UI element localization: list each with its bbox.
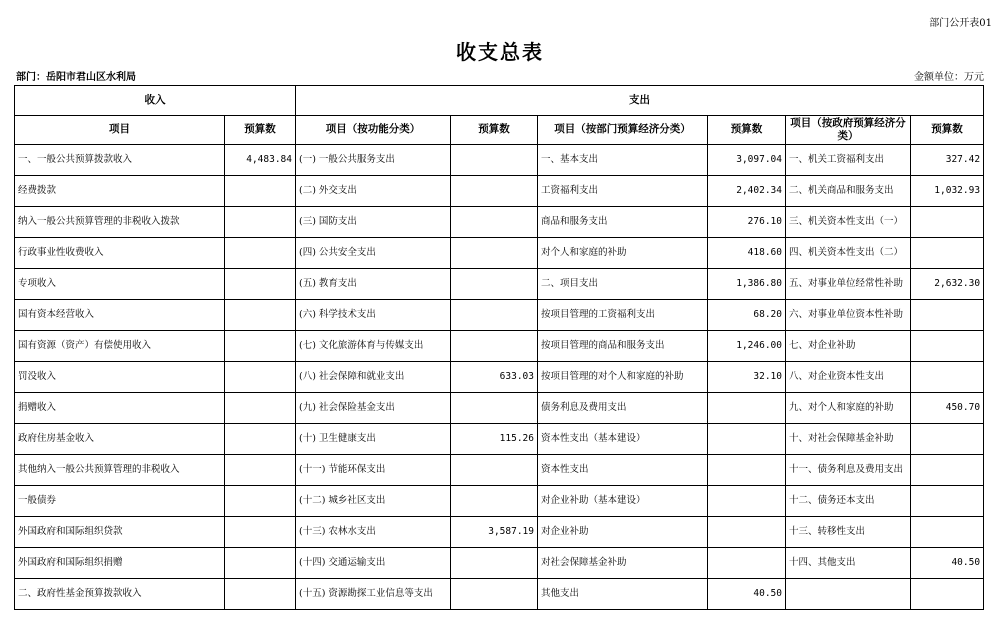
department-label: 部门：岳阳市君山区水利局 bbox=[16, 72, 136, 83]
cell-gov-economic-budget bbox=[911, 455, 984, 486]
cell-income-budget bbox=[225, 300, 296, 331]
cell-gov-economic-item bbox=[786, 579, 911, 610]
cell-gov-economic-budget bbox=[911, 579, 984, 610]
table-row bbox=[15, 331, 984, 362]
cell-function-budget bbox=[451, 393, 538, 424]
table-row bbox=[15, 207, 984, 238]
cell-dept-economic-budget: 68.20 bbox=[708, 300, 786, 331]
cell-function-item: (十二) 城乡社区支出 bbox=[296, 486, 451, 517]
cell-dept-economic-item: 按项目管理的工资福利支出 bbox=[538, 300, 708, 331]
cell-function-budget: 115.26 bbox=[451, 424, 538, 455]
cell-function-budget bbox=[451, 548, 538, 579]
column-header-row bbox=[15, 116, 984, 145]
section-expense: 支出 bbox=[296, 86, 984, 116]
col-header-dept-economic-item: 项目（按部门预算经济分类） bbox=[538, 116, 708, 145]
cell-income-budget bbox=[225, 238, 296, 269]
cell-gov-economic-item: 十四、其他支出 bbox=[786, 548, 911, 579]
cell-function-item: (六) 科学技术支出 bbox=[296, 300, 451, 331]
cell-dept-economic-budget: 276.10 bbox=[708, 207, 786, 238]
cell-function-budget bbox=[451, 331, 538, 362]
cell-gov-economic-budget: 40.50 bbox=[911, 548, 984, 579]
cell-dept-economic-item: 工资福利支出 bbox=[538, 176, 708, 207]
cell-income-item: 二、政府性基金预算拨款收入 bbox=[15, 579, 225, 610]
cell-dept-economic-item: 对企业补助（基本建设） bbox=[538, 486, 708, 517]
cell-dept-economic-item: 资本性支出 bbox=[538, 455, 708, 486]
cell-gov-economic-budget bbox=[911, 331, 984, 362]
cell-gov-economic-item: 十二、债务还本支出 bbox=[786, 486, 911, 517]
col-header-gov-economic-item: 项目（按政府预算经济分类） bbox=[786, 116, 911, 145]
cell-function-budget bbox=[451, 269, 538, 300]
cell-income-budget bbox=[225, 176, 296, 207]
table-row bbox=[15, 455, 984, 486]
cell-dept-economic-budget: 418.60 bbox=[708, 238, 786, 269]
cell-gov-economic-item: 四、机关资本性支出（二） bbox=[786, 238, 911, 269]
cell-gov-economic-item: 八、对企业资本性支出 bbox=[786, 362, 911, 393]
col-header-income-item: 项目 bbox=[15, 116, 225, 145]
cell-gov-economic-budget bbox=[911, 207, 984, 238]
cell-income-item: 国有资本经营收入 bbox=[15, 300, 225, 331]
table-row bbox=[15, 486, 984, 517]
cell-function-item: (八) 社会保障和就业支出 bbox=[296, 362, 451, 393]
cell-gov-economic-item: 二、机关商品和服务支出 bbox=[786, 176, 911, 207]
cell-gov-economic-item: 十、对社会保障基金补助 bbox=[786, 424, 911, 455]
cell-dept-economic-item: 对企业补助 bbox=[538, 517, 708, 548]
cell-income-item: 政府住房基金收入 bbox=[15, 424, 225, 455]
cell-dept-economic-item: 资本性支出（基本建设） bbox=[538, 424, 708, 455]
cell-income-item: 行政事业性收费收入 bbox=[15, 238, 225, 269]
cell-income-item: 国有资源（资产）有偿使用收入 bbox=[15, 331, 225, 362]
cell-income-item: 其他纳入一般公共预算管理的非税收入 bbox=[15, 455, 225, 486]
cell-function-budget bbox=[451, 300, 538, 331]
col-header-gov-economic-budget: 预算数 bbox=[911, 116, 984, 145]
cell-income-budget bbox=[225, 455, 296, 486]
cell-income-budget bbox=[225, 331, 296, 362]
cell-function-item: (十三) 农林水支出 bbox=[296, 517, 451, 548]
cell-income-budget bbox=[225, 424, 296, 455]
cell-gov-economic-budget: 2,632.30 bbox=[911, 269, 984, 300]
table-row bbox=[15, 269, 984, 300]
table-row bbox=[15, 393, 984, 424]
cell-gov-economic-item: 六、对事业单位资本性补助 bbox=[786, 300, 911, 331]
cell-income-item: 外国政府和国际组织捐赠 bbox=[15, 548, 225, 579]
cell-dept-economic-budget: 32.10 bbox=[708, 362, 786, 393]
cell-gov-economic-budget: 1,032.93 bbox=[911, 176, 984, 207]
cell-function-item: (二) 外交支出 bbox=[296, 176, 451, 207]
cell-function-item: (十五) 资源勘探工业信息等支出 bbox=[296, 579, 451, 610]
cell-function-budget bbox=[451, 176, 538, 207]
table-row bbox=[15, 145, 984, 176]
cell-dept-economic-item: 对社会保障基金补助 bbox=[538, 548, 708, 579]
cell-function-budget bbox=[451, 238, 538, 269]
cell-dept-economic-budget bbox=[708, 517, 786, 548]
cell-dept-economic-budget: 2,402.34 bbox=[708, 176, 786, 207]
cell-gov-economic-budget: 327.42 bbox=[911, 145, 984, 176]
budget-summary-table bbox=[14, 85, 984, 610]
cell-function-item: (五) 教育支出 bbox=[296, 269, 451, 300]
cell-dept-economic-budget bbox=[708, 486, 786, 517]
col-header-income-budget: 预算数 bbox=[225, 116, 296, 145]
cell-gov-economic-budget bbox=[911, 238, 984, 269]
cell-function-budget bbox=[451, 579, 538, 610]
table-row bbox=[15, 238, 984, 269]
cell-income-item: 专项收入 bbox=[15, 269, 225, 300]
cell-function-item: (九) 社会保险基金支出 bbox=[296, 393, 451, 424]
cell-income-budget bbox=[225, 579, 296, 610]
cell-dept-economic-item: 按项目管理的商品和服务支出 bbox=[538, 331, 708, 362]
cell-dept-economic-budget bbox=[708, 455, 786, 486]
cell-dept-economic-item: 其他支出 bbox=[538, 579, 708, 610]
cell-dept-economic-item: 商品和服务支出 bbox=[538, 207, 708, 238]
table-row bbox=[15, 300, 984, 331]
cell-gov-economic-budget bbox=[911, 424, 984, 455]
cell-gov-economic-budget bbox=[911, 300, 984, 331]
cell-function-item: (十) 卫生健康支出 bbox=[296, 424, 451, 455]
cell-income-budget bbox=[225, 207, 296, 238]
cell-dept-economic-budget: 40.50 bbox=[708, 579, 786, 610]
cell-income-budget bbox=[225, 486, 296, 517]
col-header-function-budget: 预算数 bbox=[451, 116, 538, 145]
cell-dept-economic-item: 二、项目支出 bbox=[538, 269, 708, 300]
cell-gov-economic-budget bbox=[911, 362, 984, 393]
cell-gov-economic-item: 九、对个人和家庭的补助 bbox=[786, 393, 911, 424]
cell-income-item: 罚没收入 bbox=[15, 362, 225, 393]
col-header-dept-economic-budget: 预算数 bbox=[708, 116, 786, 145]
table-row bbox=[15, 579, 984, 610]
cell-dept-economic-budget: 3,097.04 bbox=[708, 145, 786, 176]
form-number: 部门公开表01 bbox=[929, 18, 992, 29]
cell-function-item: (三) 国防支出 bbox=[296, 207, 451, 238]
cell-function-budget: 3,587.19 bbox=[451, 517, 538, 548]
cell-function-item: (十一) 节能环保支出 bbox=[296, 455, 451, 486]
cell-function-item: (一) 一般公共服务支出 bbox=[296, 145, 451, 176]
cell-dept-economic-budget bbox=[708, 548, 786, 579]
cell-income-item: 纳入一般公共预算管理的非税收入拨款 bbox=[15, 207, 225, 238]
cell-income-budget: 4,483.84 bbox=[225, 145, 296, 176]
cell-gov-economic-budget bbox=[911, 517, 984, 548]
section-income: 收入 bbox=[15, 86, 296, 116]
page-title: 收支总表 bbox=[456, 40, 544, 64]
cell-income-budget bbox=[225, 362, 296, 393]
table-row bbox=[15, 548, 984, 579]
cell-gov-economic-budget bbox=[911, 486, 984, 517]
cell-gov-economic-item: 一、机关工资福利支出 bbox=[786, 145, 911, 176]
cell-function-budget bbox=[451, 486, 538, 517]
table-row bbox=[15, 424, 984, 455]
cell-gov-economic-item: 七、对企业补助 bbox=[786, 331, 911, 362]
cell-dept-economic-item: 债务利息及费用支出 bbox=[538, 393, 708, 424]
cell-income-item: 一般债券 bbox=[15, 486, 225, 517]
cell-dept-economic-budget bbox=[708, 393, 786, 424]
cell-gov-economic-item: 十三、转移性支出 bbox=[786, 517, 911, 548]
cell-function-budget: 633.03 bbox=[451, 362, 538, 393]
table-row bbox=[15, 362, 984, 393]
cell-function-item: (七) 文化旅游体育与传媒支出 bbox=[296, 331, 451, 362]
cell-income-budget bbox=[225, 548, 296, 579]
cell-income-item: 外国政府和国际组织贷款 bbox=[15, 517, 225, 548]
cell-income-budget bbox=[225, 269, 296, 300]
cell-function-budget bbox=[451, 207, 538, 238]
cell-gov-economic-item: 十一、债务利息及费用支出 bbox=[786, 455, 911, 486]
cell-function-budget bbox=[451, 145, 538, 176]
cell-gov-economic-item: 三、机关资本性支出（一） bbox=[786, 207, 911, 238]
cell-income-budget bbox=[225, 393, 296, 424]
cell-dept-economic-item: 一、基本支出 bbox=[538, 145, 708, 176]
cell-dept-economic-budget: 1,386.80 bbox=[708, 269, 786, 300]
cell-dept-economic-item: 对个人和家庭的补助 bbox=[538, 238, 708, 269]
table-row bbox=[15, 176, 984, 207]
cell-income-item: 经费拨款 bbox=[15, 176, 225, 207]
table-row bbox=[15, 517, 984, 548]
amount-unit-label: 金额单位：万元 bbox=[914, 72, 984, 83]
cell-gov-economic-budget: 450.70 bbox=[911, 393, 984, 424]
cell-dept-economic-budget: 1,246.00 bbox=[708, 331, 786, 362]
cell-income-item: 一、一般公共预算拨款收入 bbox=[15, 145, 225, 176]
cell-income-item: 捐赠收入 bbox=[15, 393, 225, 424]
cell-function-item: (四) 公共安全支出 bbox=[296, 238, 451, 269]
cell-dept-economic-item: 按项目管理的对个人和家庭的补助 bbox=[538, 362, 708, 393]
section-header-row bbox=[15, 86, 984, 116]
cell-gov-economic-item: 五、对事业单位经常性补助 bbox=[786, 269, 911, 300]
cell-function-budget bbox=[451, 455, 538, 486]
cell-income-budget bbox=[225, 517, 296, 548]
cell-dept-economic-budget bbox=[708, 424, 786, 455]
cell-function-item: (十四) 交通运输支出 bbox=[296, 548, 451, 579]
col-header-function-item: 项目（按功能分类） bbox=[296, 116, 451, 145]
